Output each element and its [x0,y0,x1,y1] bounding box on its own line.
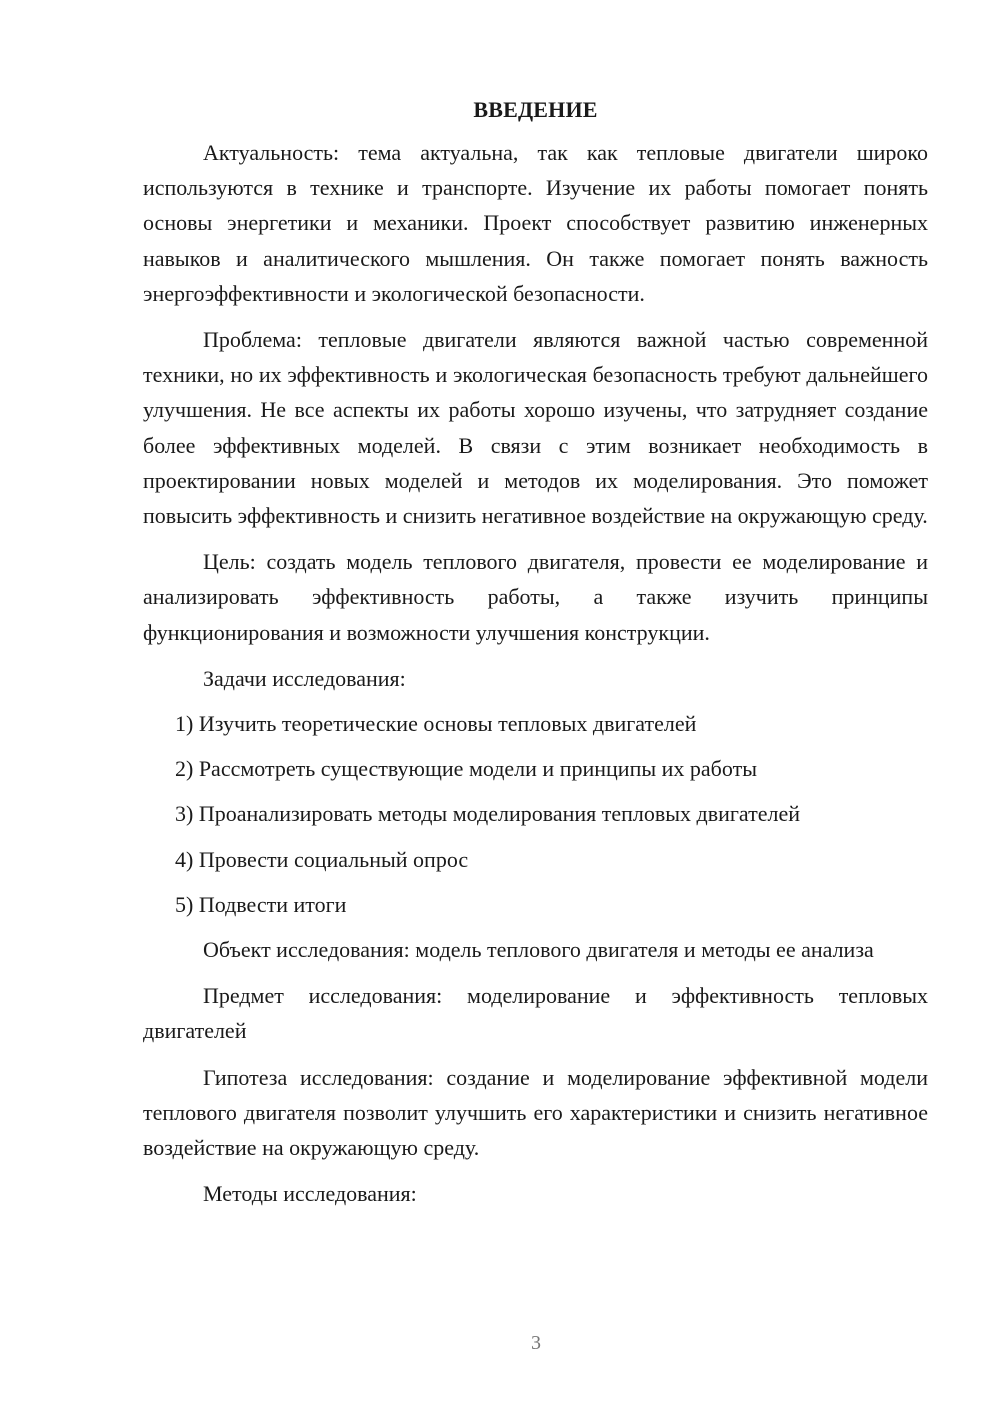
object-paragraph: Объект исследования: модель теплового двигателя и методы ее анализа [203,937,874,963]
tasks-list [143,706,928,922]
page-number: 3 [531,1332,541,1354]
task-item-2: 2) Рассмотреть существующие модели и принципы их работы [175,756,757,782]
document-page [143,92,928,1221]
task-item-3: 3) Проанализировать методы моделирования тепловых двигателей [175,801,801,827]
relevance-paragraph: Актуальность: тема актуальна, так как тепловые двигатели широко используются в технике и транспорте. Изучение их работы помогает понять основы энергетики и механики. Проект способствует развитию инженерных навыков и аналитического мышления. Он также помогает понять важность энергоэффективности и экологической безопасности. [143,140,928,306]
methods-heading: Методы исследования: [203,1181,417,1207]
problem-paragraph: Проблема: тепловые двигатели являются важной частью современной техники, но их эффективность и экологическая безопасность требуют дальнейшего улучшения. Не все аспекты их работы хорошо изучены, что затрудняет создание более эффективных моделей. В связи с этим возникает необходимость в проектировании новых моделей и методов их моделирования. Это поможет повысить эффективность и снизить негативное воздействие на окружающую среду. [143,327,928,529]
task-item-4: 4) Провести социальный опрос [175,846,469,872]
task-item-1: 1) Изучить теоретические основы тепловых двигателей [175,711,697,737]
subject-paragraph: Предмет исследования: моделирование и эффективность тепловых двигателей [143,983,928,1044]
hypothesis-paragraph: Гипотеза исследования: создание и моделирование эффективной модели теплового двигателя позволит улучшить его характеристики и снизить негативное воздействие на окружающую среду. [143,1064,928,1161]
goal-paragraph: Цель: создать модель теплового двигателя, провести ее моделирование и анализировать эффективность работы, а также изучить принципы функционирования и возможности улучшения конструкции. [143,549,928,645]
page-title: ВВЕДЕНИЕ [473,97,598,122]
tasks-heading: Задачи исследования: [203,665,406,691]
task-item-5: 5) Подвести итоги [175,891,347,917]
